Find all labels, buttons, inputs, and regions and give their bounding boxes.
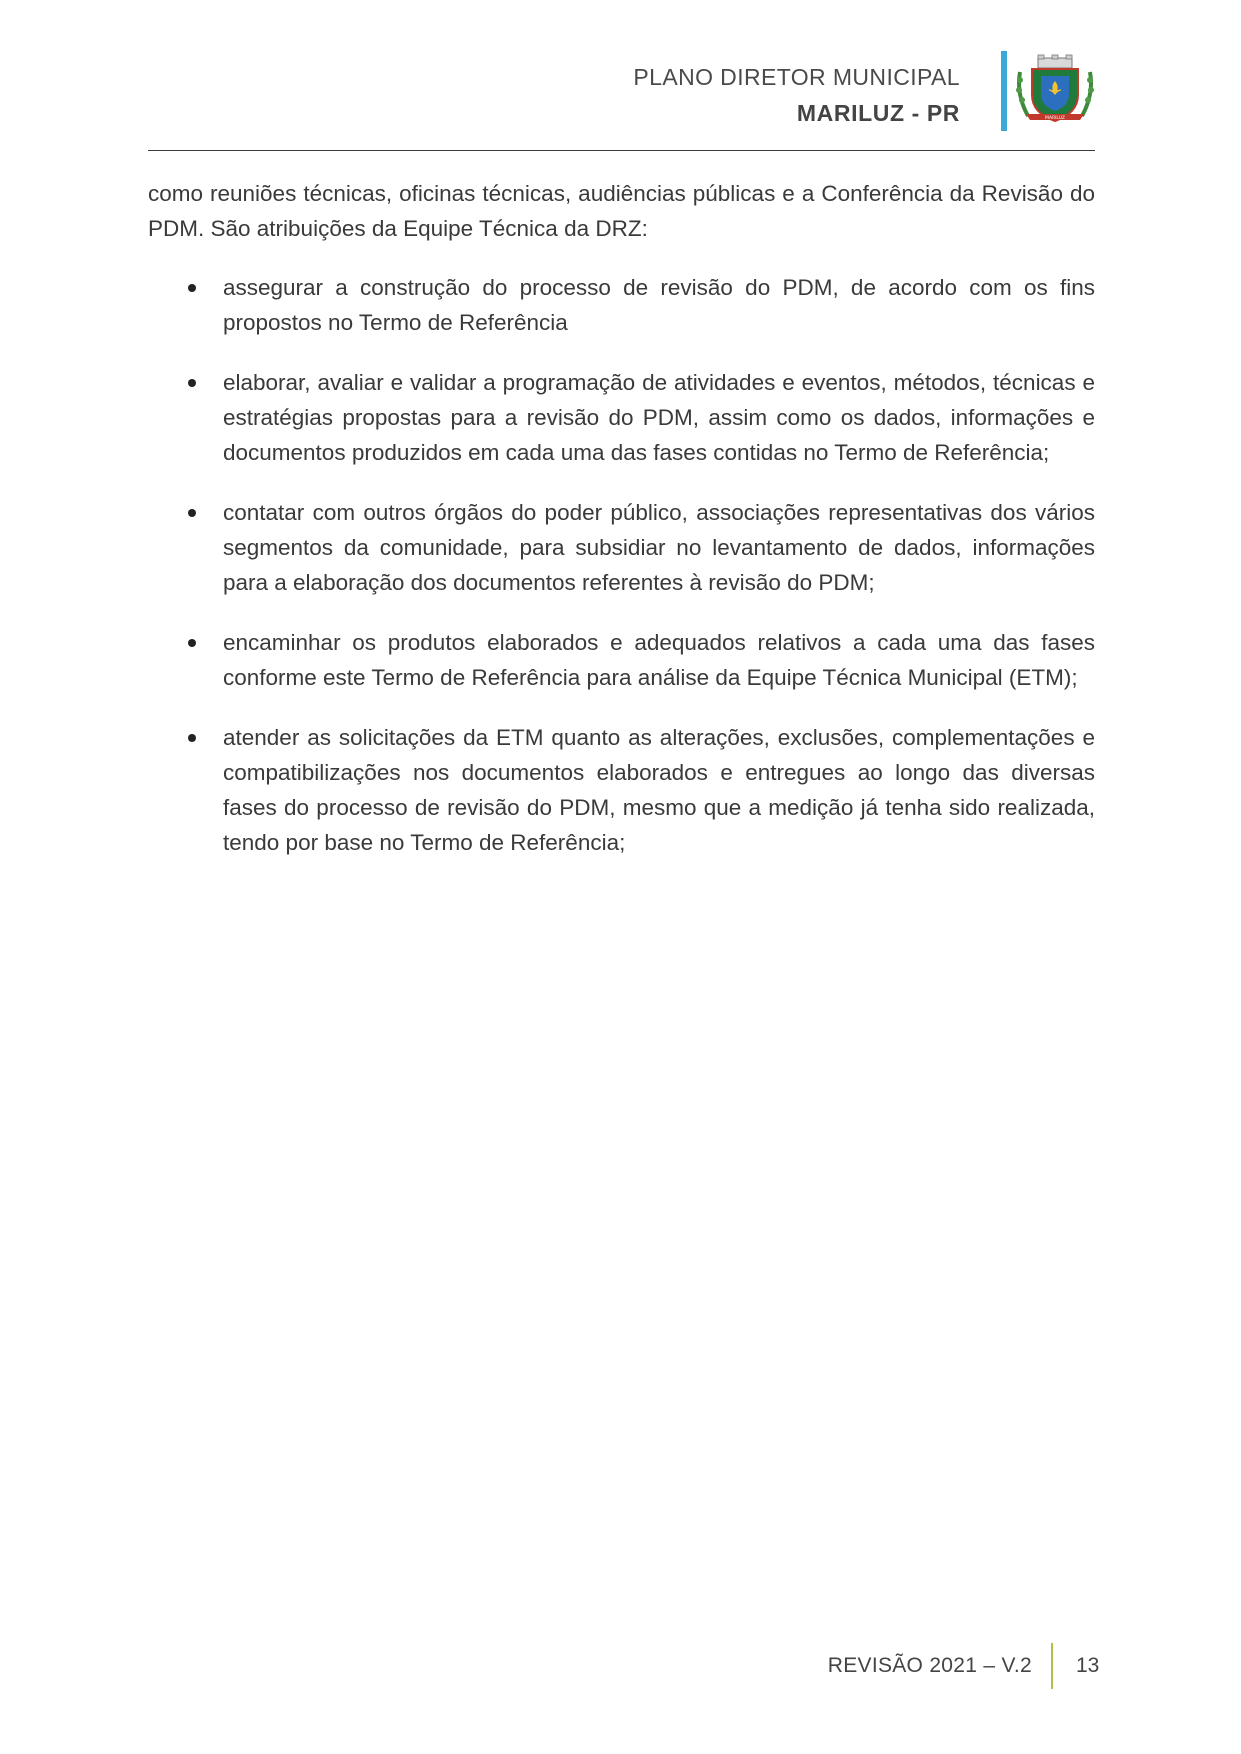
list-item-text: elaborar, avaliar e validar a programação de atividades e eventos, métodos, técnicas e estratégias propostas para a revisão do PDM, assim como os dados, informações e documentos produzidos em cada uma das fases contidas no Termo de Referência; (223, 370, 1095, 465)
list-item (148, 720, 1095, 860)
bullet-icon (188, 509, 196, 517)
municipal-crest-icon (1014, 54, 1096, 130)
bullet-icon (188, 734, 196, 742)
bullet-icon (188, 639, 196, 647)
bullet-icon (188, 379, 196, 387)
document-body (148, 176, 1095, 885)
responsibility-list (148, 270, 1095, 860)
list-item (148, 365, 1095, 470)
intro-paragraph: como reuniões técnicas, oficinas técnicas, audiências públicas e a Conferência da Revisão do PDM. São atribuições da Equipe Técnica da DRZ: (148, 181, 1095, 241)
crest-banner-text: MARILUZ (1045, 116, 1065, 121)
revision-label: REVISÃO 2021 – V.2 (827, 1654, 1032, 1677)
bullet-icon (188, 284, 196, 292)
list-item (148, 495, 1095, 600)
municipality-name: MARILUZ - PR (796, 100, 960, 126)
header-divider (148, 150, 1095, 151)
list-item-text: assegurar a construção do processo de revisão do PDM, de acordo com os fins propostos no Termo de Referência (223, 275, 1095, 335)
document-title: PLANO DIRETOR MUNICIPAL (633, 64, 960, 90)
list-item (148, 270, 1095, 340)
list-item-text: atender as solicitações da ETM quanto as alterações, exclusões, complementações e compatibilizações nos documentos elaborados e entregues ao longo das diversas fases do processo de revisão do PDM, mesmo que a medição já tenha sido realizada, tendo por base no Termo de Referência; (223, 725, 1095, 855)
header-accent-bar (1001, 51, 1007, 131)
page-number: 13 (1076, 1654, 1100, 1677)
list-item (148, 625, 1095, 695)
footer-accent-bar (1051, 1643, 1053, 1689)
list-item-text: contatar com outros órgãos do poder público, associações representativas dos vários segmentos da comunidade, para subsidiar no levantamento de dados, informações para a elaboração dos documentos referentes à revisão do PDM; (223, 500, 1095, 595)
list-item-text: encaminhar os produtos elaborados e adequados relativos a cada uma das fases conforme este Termo de Referência para análise da Equipe Técnica Municipal (ETM); (223, 630, 1095, 690)
